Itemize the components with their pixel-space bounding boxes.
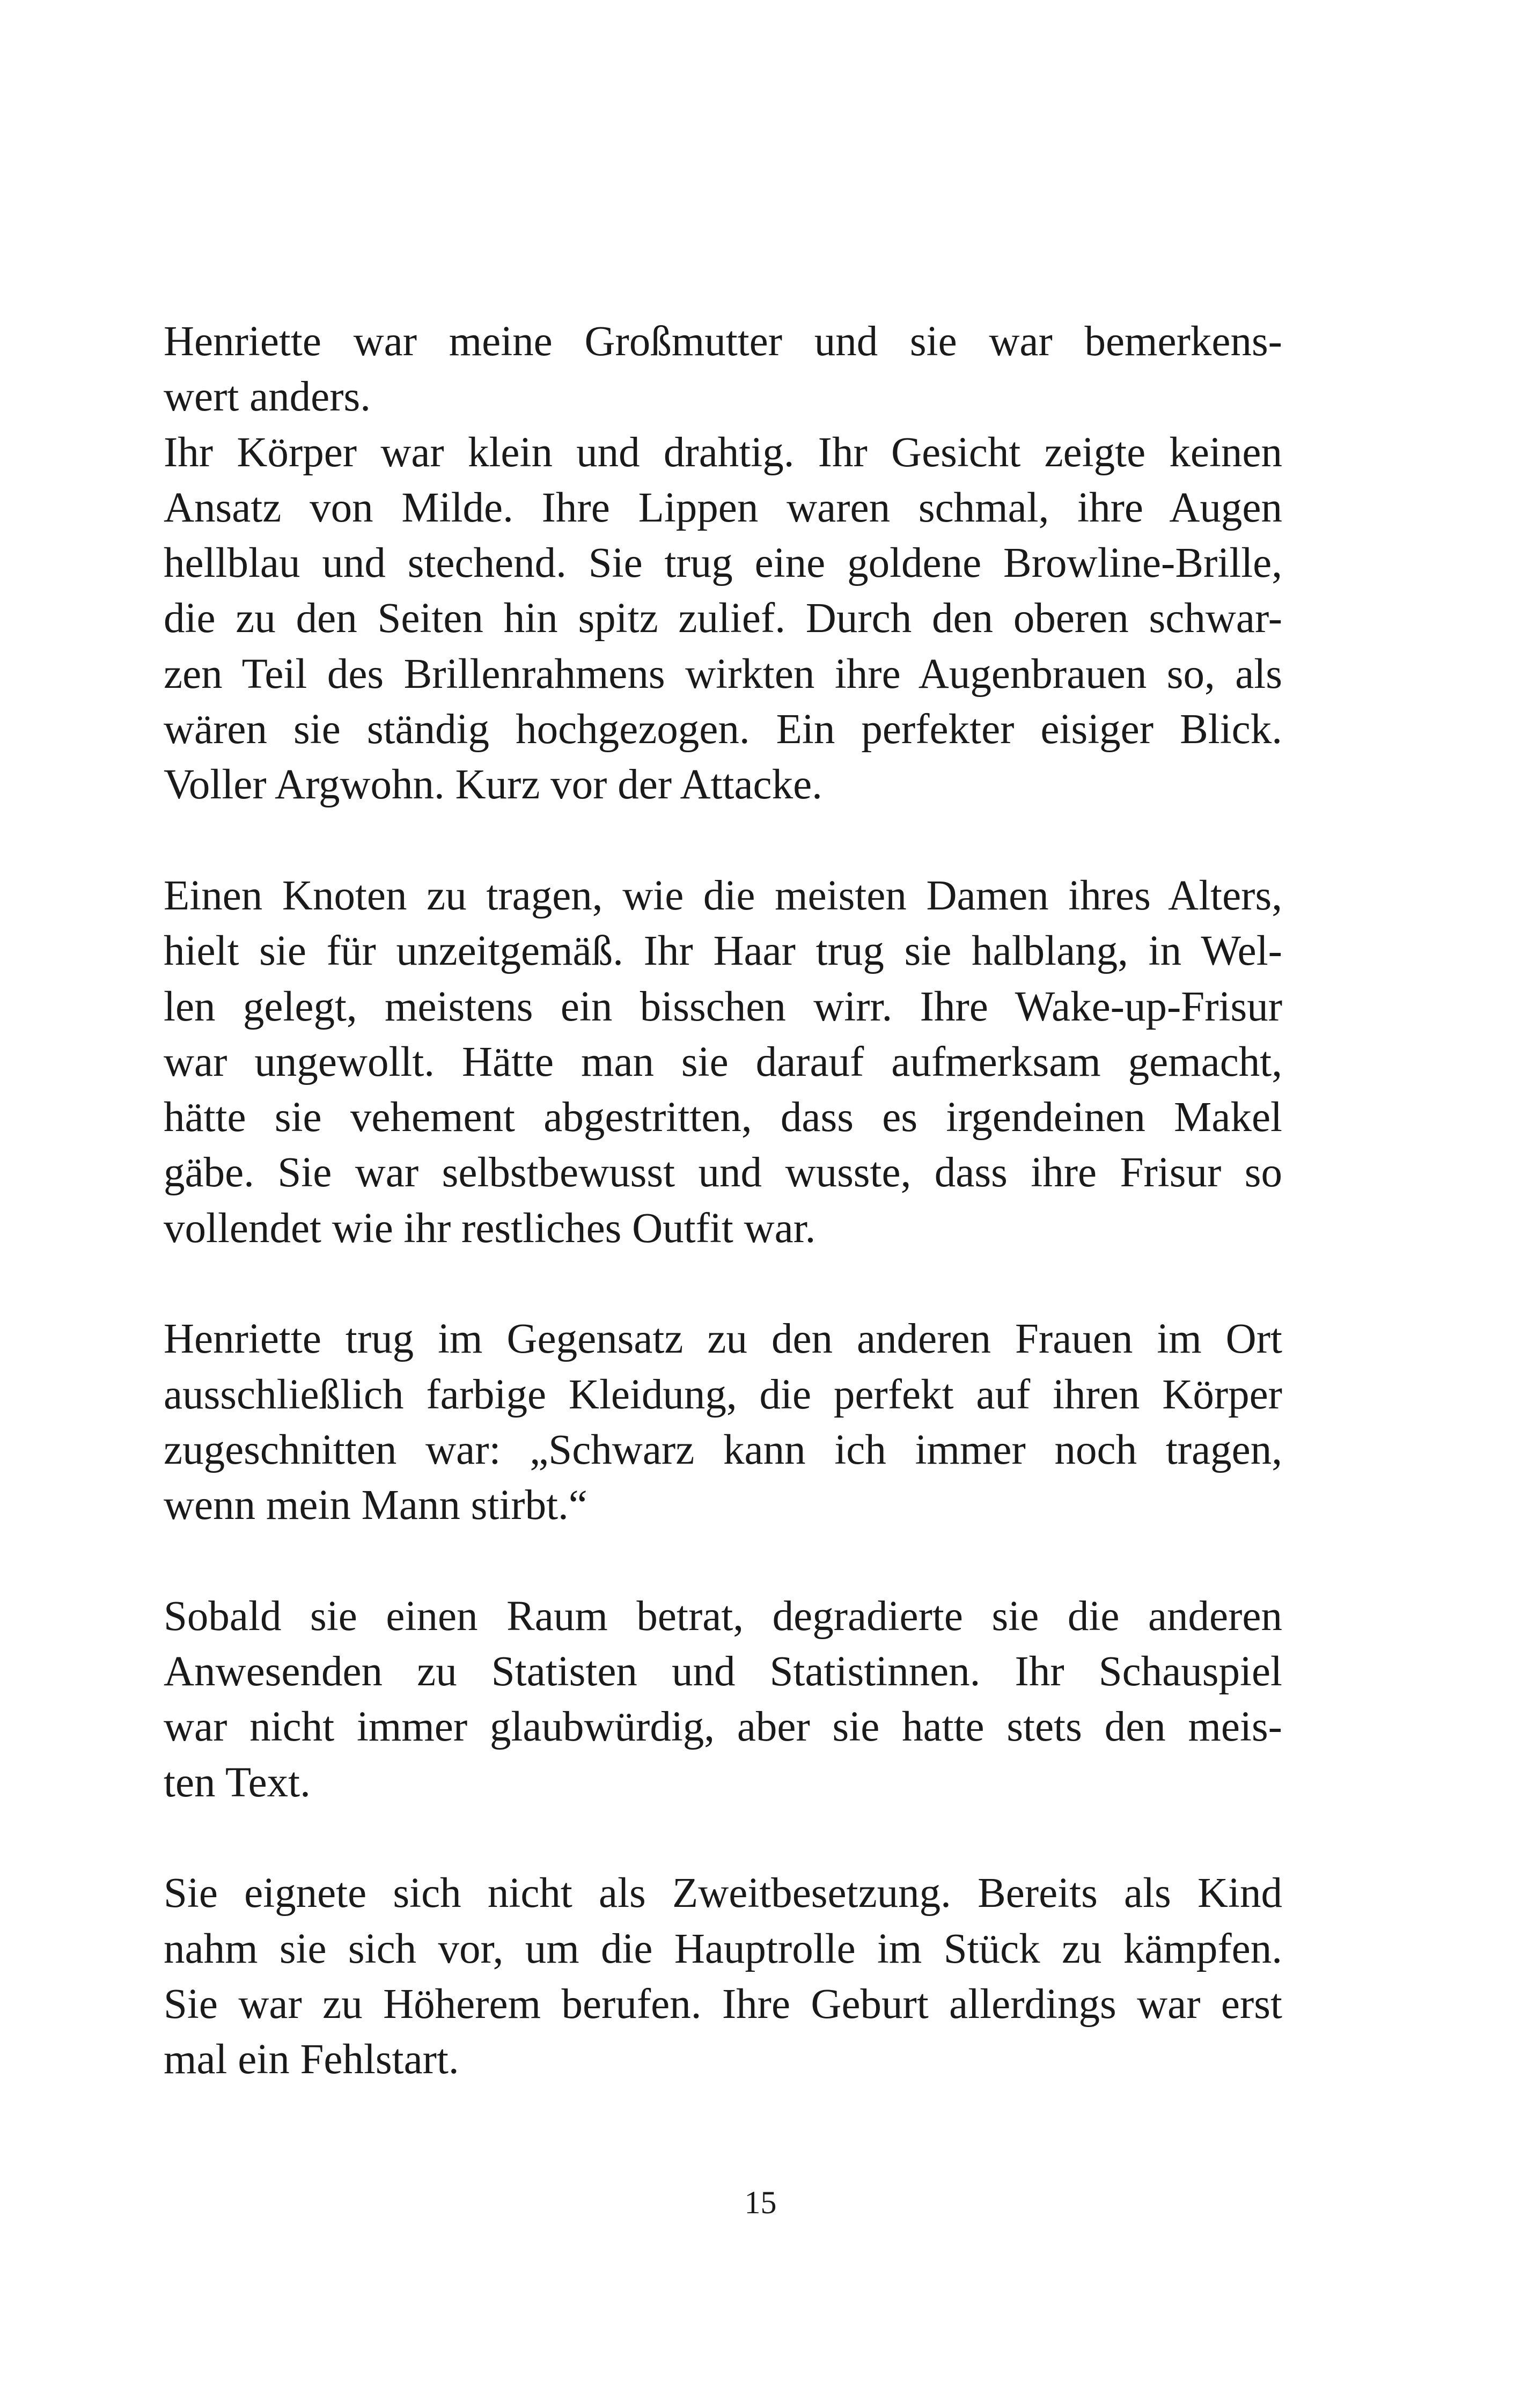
text-line: len gelegt, meistens ein bisschen wirr. Ihre Wake-up-Frisur — [164, 983, 1282, 1030]
paragraph-gap — [164, 1810, 1282, 1866]
text-line: Henriette war meine Großmutter und sie war bemerkens- — [164, 318, 1282, 365]
text-line: hellblau und stechend. Sie trug eine goldene Browline-Brille, — [164, 540, 1282, 587]
text-line: Voller Argwohn. Kurz vor der Attacke. — [164, 761, 822, 809]
body-text — [164, 314, 1282, 2088]
paragraph-gap — [164, 813, 1282, 868]
text-line: zen Teil des Brillenrahmens wirkten ihre Augenbrauen so, als — [164, 650, 1282, 698]
text-line: gäbe. Sie war selbstbewusst und wusste, dass ihre Frisur so — [164, 1149, 1282, 1196]
text-line: Anwesenden zu Statisten und Statistinnen. Ihr Schauspiel — [164, 1648, 1282, 1695]
paragraph-2 — [164, 868, 1282, 1256]
text-line: wert anders. — [164, 373, 371, 421]
text-line: Henriette trug im Gegensatz zu den anderen Frauen im Ort — [164, 1316, 1282, 1363]
text-line: war nicht immer glaubwürdig, aber sie hatte stets den meis- — [164, 1704, 1282, 1751]
text-line: Sie war zu Höherem berufen. Ihre Geburt allerdings war erst — [164, 1980, 1282, 2028]
page-number: 15 — [744, 2185, 777, 2220]
text-line: mal ein Fehlstart. — [164, 2036, 459, 2083]
paragraph-3 — [164, 1311, 1282, 1533]
paragraph-1 — [164, 314, 1282, 813]
text-line: ten Text. — [164, 1759, 311, 1806]
text-line: Einen Knoten zu tragen, wie die meisten Damen ihres Alters, — [164, 872, 1282, 919]
text-line: Ansatz von Milde. Ihre Lippen waren schmal, ihre Augen — [164, 484, 1282, 531]
text-line: war ungewollt. Hätte man sie darauf aufmerksam gemacht, — [164, 1038, 1282, 1085]
text-line: hätte sie vehement abgestritten, dass es irgendeinen Makel — [164, 1094, 1282, 1141]
text-line: vollendet wie ihr restliches Outfit war. — [164, 1205, 816, 1252]
paragraph-gap — [164, 1533, 1282, 1589]
text-line: nahm sie sich vor, um die Hauptrolle im Stück zu kämpfen. — [164, 1925, 1282, 1972]
text-line: hielt sie für unzeitgemäß. Ihr Haar trug sie halblang, in Wel- — [164, 928, 1282, 975]
paragraph-gap — [164, 1256, 1282, 1311]
text-line: zugeschnitten war: „Schwarz kann ich immer noch tragen, — [164, 1426, 1282, 1473]
text-line: Sie eignete sich nicht als Zweitbesetzung. Bereits als Kind — [164, 1870, 1282, 1917]
text-line: ausschließlich farbige Kleidung, die perfekt auf ihren Körper — [164, 1371, 1282, 1418]
text-line: die zu den Seiten hin spitz zulief. Durch den oberen schwar- — [164, 595, 1282, 642]
paragraph-5 — [164, 1866, 1282, 2087]
text-line: Ihr Körper war klein und drahtig. Ihr Gesicht zeigte keinen — [164, 429, 1282, 476]
paragraph-4 — [164, 1589, 1282, 1810]
text-line: wenn mein Mann stirbt.“ — [164, 1482, 587, 1529]
text-line: Sobald sie einen Raum betrat, degradierte sie die anderen — [164, 1592, 1282, 1640]
text-line: wären sie ständig hochgezogen. Ein perfekter eisiger Blick. — [164, 706, 1282, 753]
